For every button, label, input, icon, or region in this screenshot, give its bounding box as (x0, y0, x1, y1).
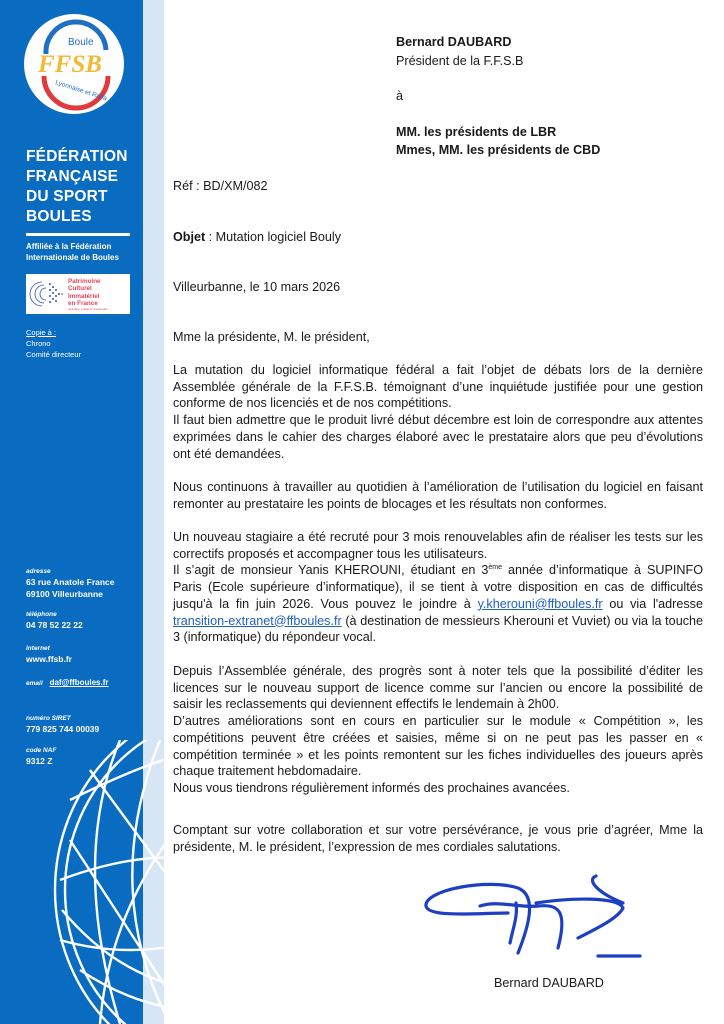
svg-text:Boule: Boule (68, 37, 94, 48)
paragraph-4: Depuis l’Assemblée générale, des progrès sont à noter tels que la possibilité d’éditer les licences sur le nouveau support de licence comme sur l’ancien ou encore la possibilité de saisir les reclassements qui deviennent effectifs le lendemain à 2h00. D’autres améliorations sont en cours en particulier sur le module « Compétition », les compétitions peuvent être créées et saisies, même si on ne peut pas les passer en « compétition terminée » et les points remontent sur les fiches individuelles des joueurs après chaque traitement hebdomadaire. Nous vous tiendrons régulièrement informés des prochaines avancées. (173, 664, 703, 795)
contact-naf: code NAF 9312 Z (26, 747, 57, 766)
copy-to-item: Comité directeur (26, 350, 82, 359)
paragraph-1: La mutation du logiciel informatique fédéral a fait l’objet de débats lors de la dernière Assemblée générale de la F.F.S.B. témoignant d’une inquiétude justifiée pour une gestion conforme de nos licenciés et de nos compétitions. Il faut bien admettre que le produit livré début décembre est loin de correspondre aux attentes exprimées dans le cahier des charges élaboré avec le prestataire alors que peu d’évolutions ont été demandées. (173, 363, 703, 461)
object-line (173, 229, 341, 246)
federation-name: FÉDÉRATION FRANÇAISE DU SPORT BOULES (26, 148, 128, 225)
email-link[interactable]: daf@ffboules.fr (49, 678, 109, 687)
contact-email: email daf@ffboules.fr (26, 678, 109, 687)
pci-title: Patrimoine Culturel Immatériel en France (68, 278, 101, 307)
email-link-transition[interactable]: transition-extranet@ffboules.fr (173, 613, 342, 628)
contact-website: internet www.ffsb.fr (26, 645, 72, 664)
signature-name: Bernard DAUBARD (494, 976, 604, 990)
contact-siret: numéro SIRET 779 825 744 00039 (26, 715, 100, 734)
copy-to-label: Copie à : (26, 328, 57, 337)
to-word: à (396, 89, 404, 103)
logo-monogram: FFSB (38, 51, 102, 78)
sender-name: Bernard DAUBARD (396, 35, 512, 49)
recipient-line-1: MM. les présidents de LBR (396, 125, 557, 139)
sender-title: Président de la F.F.S.B (396, 54, 524, 68)
paragraph-2: Nous continuons à travailler au quotidien à l’amélioration de l’utilisation du logiciel en faisant remonter au prestataire les points de blocages et les résultats non conformes. (173, 480, 703, 511)
contact-phone: téléphone 04 78 52 22 22 (26, 611, 83, 630)
pci-tagline: connaître, pratiquer, transmettre (68, 307, 108, 311)
email-link-kherouni[interactable]: y.kherouni@ffboules.fr (477, 596, 603, 611)
copy-to-item: Chrono (26, 339, 51, 348)
affiliation-text: Affiliée à la Fédération Internationale de Boules (26, 242, 119, 262)
paragraph-5: Comptant sur votre collaboration et sur votre persévérance, je vous prie d’agréer, Mme la présidente, M. le président, l’expression de mes cordiales salutations. (173, 823, 703, 854)
place-date: Villeurbanne, le 10 mars 2026 (173, 280, 341, 294)
signature-icon (418, 868, 648, 968)
contact-address: adresse 63 rue Anatole France 69100 Villeurbanne (26, 568, 115, 599)
object-text: : Mutation logiciel Bouly (205, 230, 341, 244)
reference: Réf : BD/XM/082 (173, 179, 268, 193)
object-label: Objet (173, 230, 206, 244)
recipient-line-2: Mmes, MM. les présidents de CBD (396, 143, 601, 157)
paragraph-3: Un nouveau stagiaire a été recruté pour 3 mois renouvelables afin de réaliser les tests sur les correctifs proposés et accompagner tous les utilisateurs. Il s’agit de monsieur Yanis KHEROUNI, étudiant en 3ème année d’informatique à SUPINFO Paris (Ecole supérieure d’informatique), il se tient à votre disposition en cas de difficultés jusqu'à la fin juin 2026. Vous pouvez le joindre à y.kherouni@ffboules.fr ou via l'adresse transition-extranet@ffboules.fr (à destination de messieurs Kherouni et Vuviet) ou via la touche 3 (informatique) du répondeur vocal. (173, 530, 703, 645)
salutation: Mme la présidente, M. le président, (173, 330, 370, 344)
svg-text:Lyonnaise et Raffa: Lyonnaise et Raffa (54, 79, 108, 103)
